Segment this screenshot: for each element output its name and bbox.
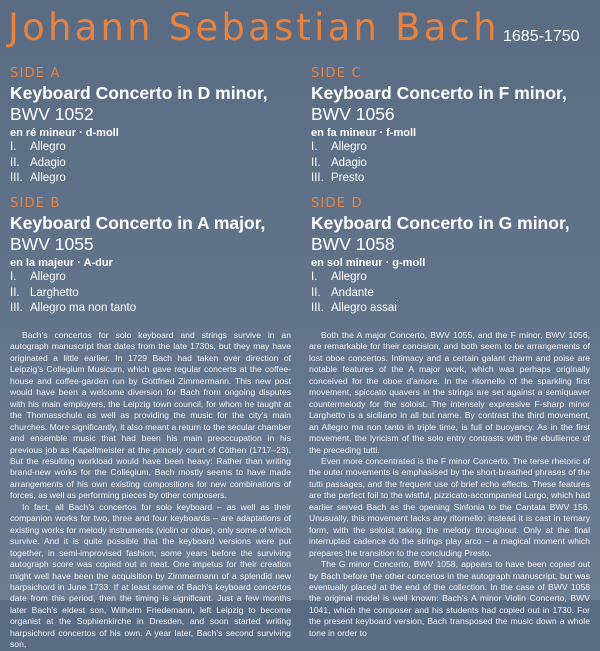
- side-a-block: [10, 66, 300, 187]
- liner-notes-right: [309, 330, 590, 639]
- movement-name: Adagio: [331, 156, 367, 169]
- side-c-block: [311, 66, 600, 187]
- movement-item: [10, 140, 300, 156]
- liner-notes-left: [10, 330, 291, 651]
- notes-paragraph: Even more concentrated is the F minor Concerto. The terse rhetoric of the outer movements is emphasised by the short-breathed phrases of the tutti passages, and the frequent use of brief echo effects. These features are the perfect foil to the wistful, pizzicato-accompanied Largo, which had earlier served Bach as the opening Sinfonia to the Cantata BWV 156. Unusually, this movement lacks any ritornello: instead it is cast in ternary form, with the soloist taking the melody throughout. Only at the final interrupted cadence do the strings play arco – a magical moment which prepares the transition to the concluding Presto.: [309, 455, 590, 558]
- movement-name: Allegro assai: [331, 302, 397, 314]
- side-b-block: [10, 196, 300, 317]
- movement-number: III.: [10, 172, 23, 184]
- movement-name: Allegro: [331, 271, 367, 283]
- movement-item: [10, 286, 300, 302]
- movement-item: [10, 301, 300, 317]
- composer-dates: 1685-1750: [503, 28, 580, 45]
- movement-number: III.: [311, 302, 324, 314]
- notes-paragraph: In fact, all Bach’s concertos for solo keyboard – as well as their companion works for two, three and four keyboards – are adaptations of existing works for melody instruments (violin or oboe), only some of which survive. And it is quite possible that the keyboard versions were put together, in semi-improvised fashion, some years before the surviving autograph score was copied out in neat. One impetus for their creation might well have been the acquisition by Zimmermann of a splendid new harpsichord in June 1733. If at least some of Bach’s keyboard concertos date from this period, then the timing is significant. Just a few months later Bach’s eldest son, Wilhelm Friedemann, left Leipzig to become organist at the Sophienkirche in Dresden, and soon started writing harpsichord concertos of his own. A year later, Bach’s second surviving son,: [10, 501, 291, 650]
- movement-item: [311, 270, 600, 286]
- key-line: en sol mineur · g-moll: [311, 257, 426, 269]
- movement-number: II.: [311, 286, 321, 299]
- notes-paragraph: Both the A major Concerto, BWV 1055, and the F minor, BWV 1056, are remarkable for their concision, and both seem to be arrangements of lost oboe concertos. Intimacy and a certain galant charm and poise are notable features of the A major work, which was perhaps originally conceived for the oboe d’amore. In the ritornello of the sparkling first movement, spiccato quavers in the strings are set against a semiquaver countermelody for the soloist. The intensely expressive F-sharp minor Larghetto is a siciliano in all but name. By contrast the third movement, an Allegro ma non tanto in triple time, is full of buoyancy. As in the first movement, the lyricism of the solo entry contrasts with the ebullience of the preceding tutti.: [309, 330, 590, 455]
- movement-number: II.: [10, 156, 20, 169]
- movement-item: [311, 156, 600, 172]
- movement-number: I.: [10, 271, 17, 283]
- side-d-block: [311, 196, 600, 317]
- movement-name: Allegro: [331, 141, 367, 153]
- work-title: Keyboard Concerto in F minor,: [311, 83, 567, 103]
- notes-paragraph: The G minor Concerto, BWV 1058, appears to have been copied out by Bach before the other concertos in the autograph manuscript, but was eventually placed at the end of the collection. In the case of BWV 1058 the original model is well known: Bach’s A minor Violin Concerto, BWV 1041, which the composer and his students had copied out in 1730. For the present keyboard version, Bach transposed the music down a whole tone in order to: [309, 559, 590, 638]
- movement-name: Presto: [331, 172, 365, 184]
- key-line: en la majeur · A-dur: [10, 257, 113, 269]
- key-line: en ré mineur · d-moll: [10, 127, 119, 139]
- composer-title: Johann Sebastian Bach: [8, 6, 500, 49]
- bwv-number: BWV 1052: [10, 104, 94, 124]
- work-title: Keyboard Concerto in G minor,: [311, 213, 570, 233]
- side-label: SIDE B: [10, 196, 61, 211]
- movement-item: [311, 140, 600, 156]
- movement-number: III.: [311, 172, 324, 184]
- movement-item: [311, 301, 600, 317]
- movement-name: Allegro: [30, 271, 66, 283]
- bwv-number: BWV 1056: [311, 104, 395, 124]
- movement-item: [311, 171, 600, 187]
- movement-name: Allegro: [30, 172, 66, 184]
- movement-number: I.: [311, 141, 318, 153]
- work-title: Keyboard Concerto in A major,: [10, 213, 266, 233]
- movement-number: II.: [10, 286, 20, 299]
- movement-name: Larghetto: [30, 286, 79, 299]
- movement-item: [10, 156, 300, 172]
- movement-number: I.: [10, 141, 17, 153]
- movement-name: Allegro ma non tanto: [30, 302, 137, 314]
- notes-paragraph: Bach’s concertos for solo keyboard and strings survive in an autograph manuscript that dates from the late 1730s, but they may have originated a little earlier. In 1729 Bach had taken over direction of Leipzig’s Collegium Musicum, which gave regular concerts at the coffee-house and coffee-garden run by Gottfried Zimmermann. This new post would have been a welcome diversion for Bach from ongoing disputes with his main employers, the Leipzig town council, for whom he taught at the Thomasschule as well as providing the music for the city’s main churches. More significantly, it also meant a return to the secular chamber and ensemble music that had been his main preoccupation in his previous job as Kapellmeister at the princely court of Cöthen (1717–23). But the resulting workload would have been heavy: Rather than writing brand-new works for the Collegium, Bach mostly seems to have made arrangements of his own existing compositions for new combinations of forces, as well as performing pieces by other composers.: [10, 330, 291, 501]
- movement-name: Allegro: [30, 141, 66, 153]
- movement-item: [311, 286, 600, 302]
- bwv-number: BWV 1058: [311, 234, 395, 254]
- movement-item: [10, 270, 300, 286]
- key-line: en fa mineur · f-moll: [311, 127, 417, 139]
- side-label: SIDE C: [311, 66, 362, 81]
- movement-item: [10, 171, 300, 187]
- work-title: Keyboard Concerto in D minor,: [10, 83, 268, 103]
- side-label: SIDE D: [311, 196, 363, 211]
- movement-number: I.: [311, 271, 318, 283]
- movement-name: Andante: [331, 286, 374, 299]
- bwv-number: BWV 1055: [10, 234, 94, 254]
- side-label: SIDE A: [10, 66, 61, 81]
- movement-number: III.: [10, 302, 23, 314]
- movement-name: Adagio: [30, 156, 66, 169]
- movement-number: II.: [311, 156, 321, 169]
